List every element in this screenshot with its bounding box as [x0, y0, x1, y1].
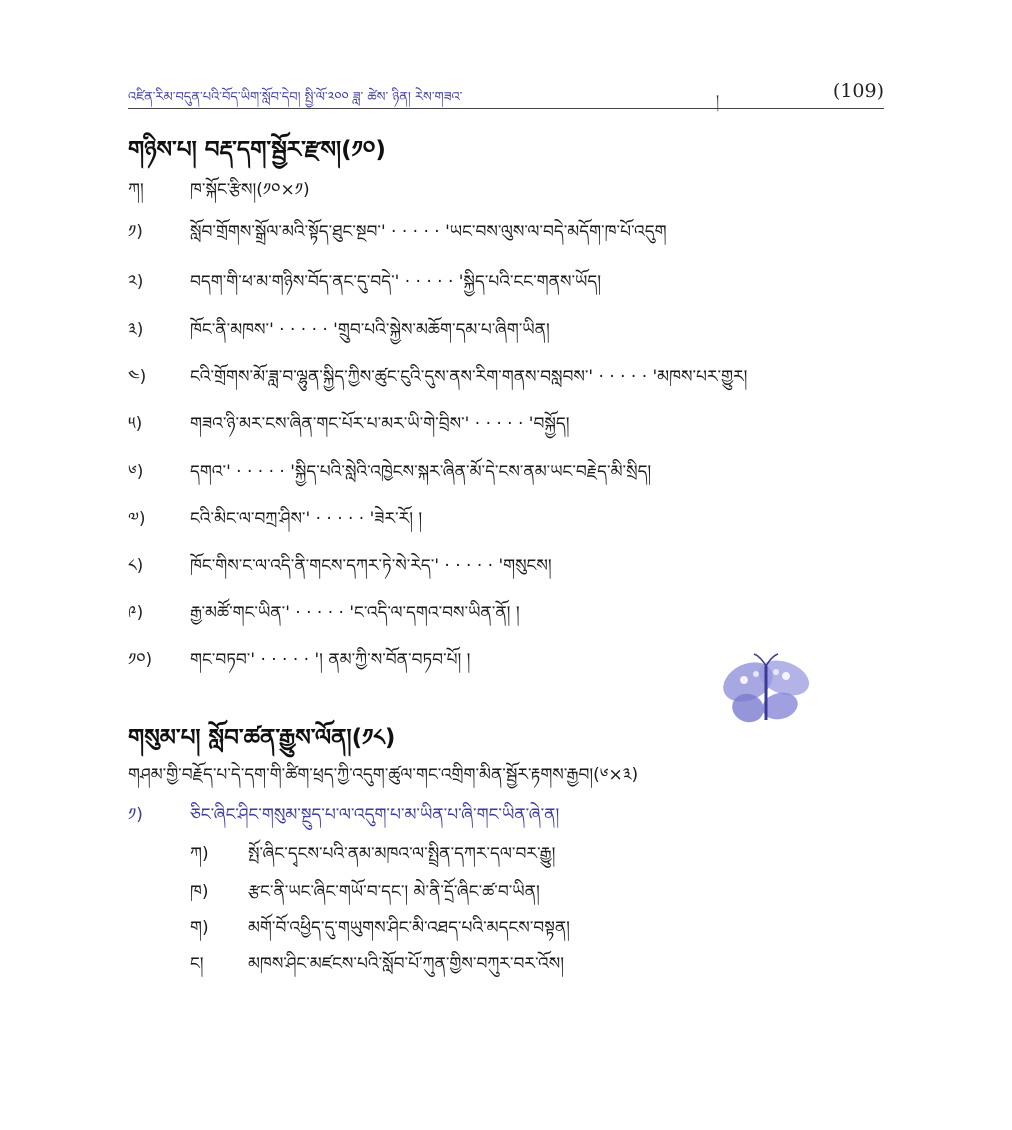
option-label: ང།	[190, 954, 204, 974]
item-number: ༤)	[128, 367, 147, 387]
section-3-title: གསུམ་པ། སློབ་ཚན་རྒྱུས་ལོན།(༡༨)	[128, 725, 396, 751]
section-3-instructions: གཤམ་གྱི་བརྗོད་པ་དེ་དག་གི་ཚིག་ཕྲད་ཀྱི་འདུག་ཚུལ་གང་འགྲིག་མིན་སྦྱོར་རྟགས་རྒྱབ།(༦×༣)	[128, 765, 639, 785]
running-header-text: འཛིན་རིམ་བདུན་པའི་བོད་ཡིག་སློབ་དེབ། སྤྱི་ལོ་༢༠༠ ཟླ་ ཚེས་ ཉིན། རེས་གཟའ་	[128, 90, 463, 105]
option-text: མཁས་ཤིང་མཛངས་པའི་སློབ་པོ་ཀུན་གྱིས་བཀུར་བར་འོས།	[248, 954, 564, 974]
option-text: སྤོ་ཞིང་དྭངས་པའི་ནམ་མཁའ་ལ་སྤྲིན་དཀར་དལ་བར་རྒྱུ།	[248, 844, 556, 864]
item-number: ༩)	[128, 603, 144, 623]
item-number: ༢)	[128, 272, 144, 292]
page-number: (109)	[832, 80, 884, 102]
item-number: ༨)	[128, 556, 144, 576]
section-2-title: གཉིས་པ། བརྡ་དག་སྦྱོར་རྫས།(༡༠)	[128, 137, 386, 163]
item-text: གཟའ་ཉི་མར་ངས་ཞིན་གང་པོར་པ་མར་ཡི་གེ་བྲིས་' · · · · · 'བསྐྱོད།	[190, 414, 570, 434]
item-number: ༧)	[128, 509, 146, 529]
item-number: ༡༠)	[128, 650, 153, 670]
sub-label: ཀ།	[128, 180, 144, 200]
option-text: རྩང་ནི་ཡང་ཞིང་གཡོ་བ་དང་། མེ་ནི་དྲོ་ཞིང་ཚ་བ་ཡིན།	[248, 882, 540, 902]
item-number: ༡)	[128, 222, 143, 242]
running-header	[128, 78, 884, 109]
item-text: གང་བཏབ་' · · · · · '། ནམ་ཀྱི་ས་བོན་བཏབ་པོ། །	[190, 650, 471, 670]
item-text: ཁོང་ནི་མཁས་' · · · · · 'གྲུབ་པའི་སྐྱེས་མཆོག་དམ་པ་ཞིག་ཡིན།	[190, 320, 550, 340]
item-number: ༦)	[128, 462, 144, 482]
sub-title: ཁ་སྐོང་རྩིས།(༡༠×༡)	[190, 180, 310, 200]
item-text: བདག་གི་ཕ་མ་གཉིས་བོད་ནང་དུ་བདེ་' · · · · · 'སྐྱིད་པའི་ངང་གནས་ཡོད།	[190, 272, 601, 292]
item-number: ༣)	[128, 320, 144, 340]
item-text: སློབ་གྲོགས་སྒྲོལ་མའི་སྟོད་ཐུང་སྔབ་' · · · · · 'ཡང་བས་ལུས་ལ་བདེ་མདོག་ཁ་པོ་འདུག	[190, 222, 667, 242]
option-label: ག)	[190, 918, 209, 938]
question-number: ༡)	[128, 805, 143, 825]
butterfly-icon	[718, 652, 814, 732]
option-text: མགོ་བོ་འཕྱིད་དུ་གཡུགས་ཤིང་མི་འཐད་པའི་མདངས་བསྟན།	[248, 918, 570, 938]
option-label: ཀ)	[190, 844, 209, 864]
question-text: ཅིང་ཞིང་ཤིང་གསུམ་སྔུད་པ་ལ་འདུག་པ་མ་ཡིན་པ་ཞི་གང་ཡིན་ཞེ་ན།	[190, 805, 560, 825]
item-text: ངའི་གྲོགས་མོ་ཟླ་བ་ལྷུན་སྐྱིད་ཀྱིས་ཚུང་ངུའི་དུས་ནས་རིག་གནས་བསླབས་' · · · · · 'མཁས་པར་གྱུར།	[190, 367, 748, 387]
item-number: ༥)	[128, 414, 143, 434]
item-text: ཁོང་གིས་ང་ལ་འདི་ནི་གངས་དཀར་ཏེ་སེ་རེད་' · · · · · 'གསུངས།	[190, 556, 552, 576]
item-text: དགའ་' · · · · · 'སྐྱིད་པའི་སླེའི་འཁྱེངས་སྐར་ཞིན་མོ་དེ་ངས་ནམ་ཡང་བརྗེད་མི་སྲིད།	[190, 462, 652, 482]
item-text: ངའི་མིང་ལ་བཀྲ་ཤིས་' · · · · · 'ཟེར་རོ། །	[190, 509, 423, 529]
running-header-bar: །	[716, 93, 720, 109]
option-label: ཁ)	[190, 882, 209, 902]
item-text: རྒྱ་མཚོ་གང་ཡིན་' · · · · · 'ང་འདི་ལ་དགའ་བས་ཡིན་ནོ། །	[190, 603, 520, 623]
